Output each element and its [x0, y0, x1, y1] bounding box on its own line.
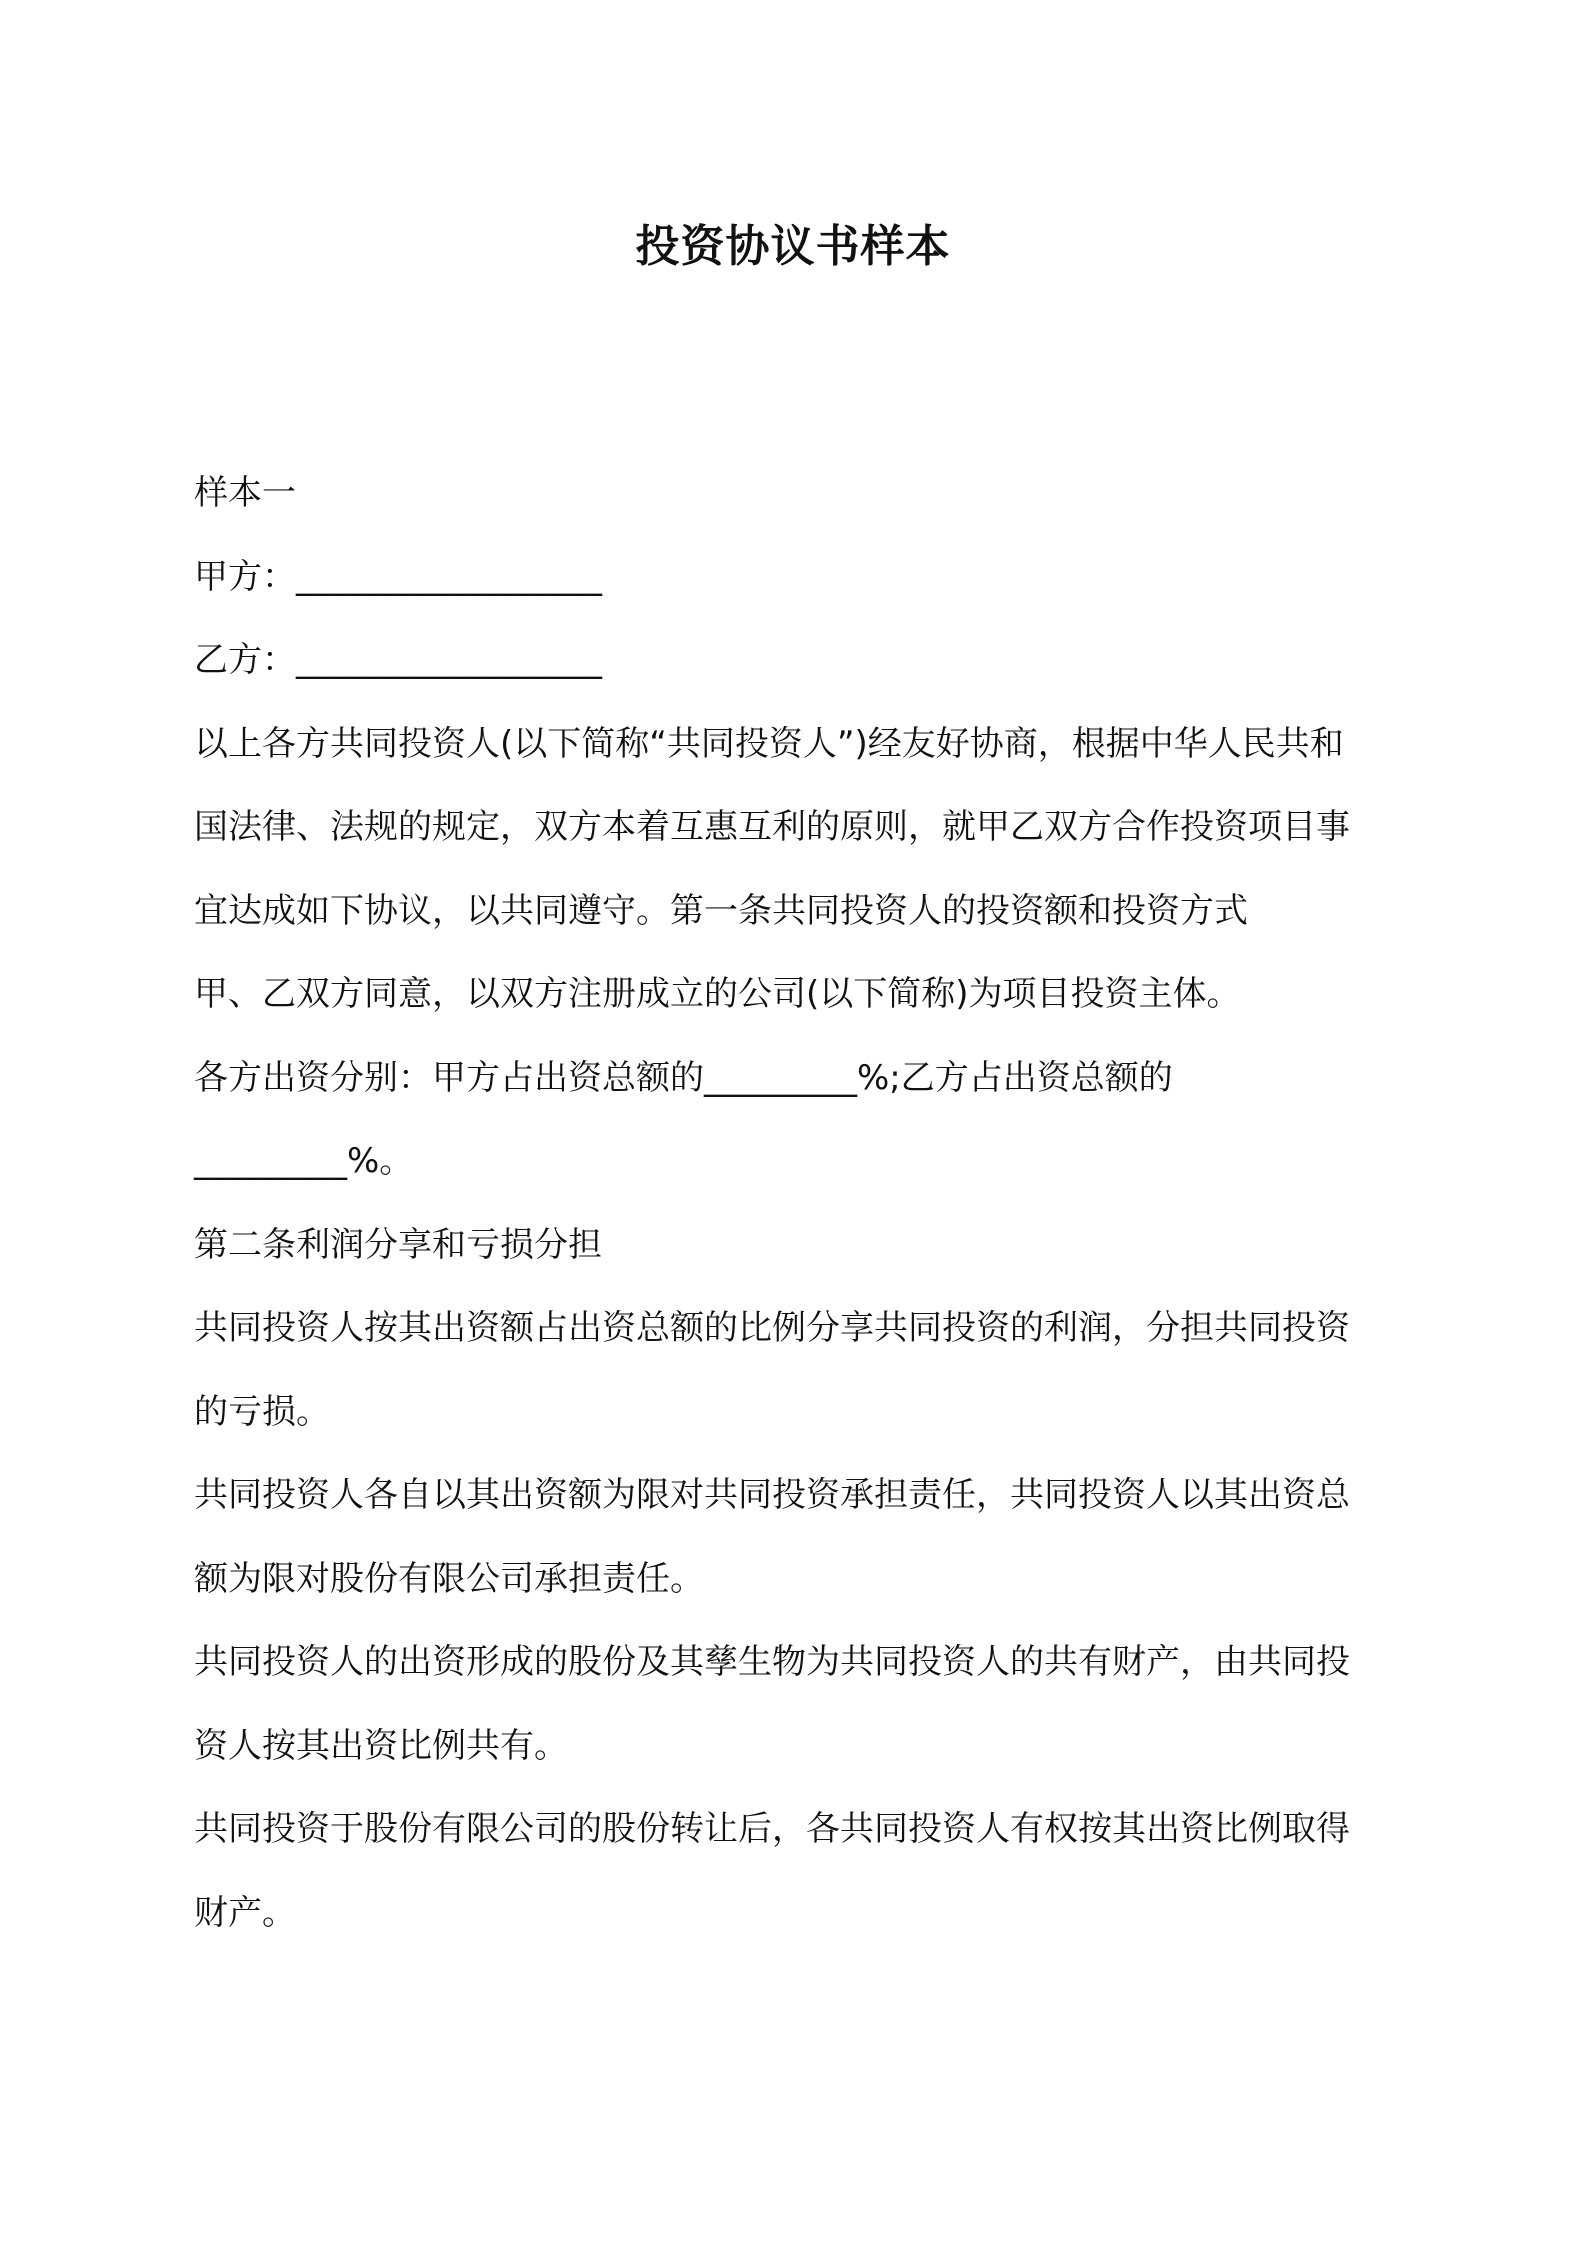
party-a-line: 甲方：__________________ — [194, 556, 602, 597]
paragraph-contribution-ratio: 各方出资分别：甲方占出资总额的_________%;乙方占出资总额的_________%。 — [194, 1057, 1173, 1181]
paragraph-investment-subject: 甲、乙双方同意，以双方注册成立的公司(以下简称)为项目投资主体。 — [194, 974, 1241, 1014]
page-title: 投资协议书样本 — [635, 221, 951, 272]
article-two-heading: 第二条利润分享和亏损分担 — [194, 1224, 602, 1265]
party-b-line: 乙方：__________________ — [194, 640, 602, 680]
paragraph-preamble: 以上各方共同投资人(以下简称“共同投资人”)经友好协商，根据中华人民共和国法律、法规的规定，双方本着互惠互利的原则，就甲乙双方合作投资项目事宜达成如下协议，以共同遵守。第一条共同投资人的投资额和投资方式 — [194, 723, 1350, 931]
paragraph-profit-sharing: 共同投资人按其出资额占出资总额的比例分享共同投资的利润，分担共同投资的亏损。 — [194, 1308, 1350, 1432]
sample-label: 样本一 — [194, 473, 296, 513]
paragraph-liability: 共同投资人各自以其出资额为限对共同投资承担责任，共同投资人以其出资总额为限对股份有限公司承担责任。 — [194, 1475, 1350, 1599]
paragraph-common-property: 共同投资人的出资形成的股份及其孳生物为共同投资人的共有财产，由共同投资人按其出资比例共有。 — [194, 1642, 1350, 1766]
paragraph-share-transfer: 共同投资于股份有限公司的股份转让后，各共同投资人有权按其出资比例取得财产。 — [194, 1809, 1350, 1933]
document-body — [194, 452, 1364, 1955]
